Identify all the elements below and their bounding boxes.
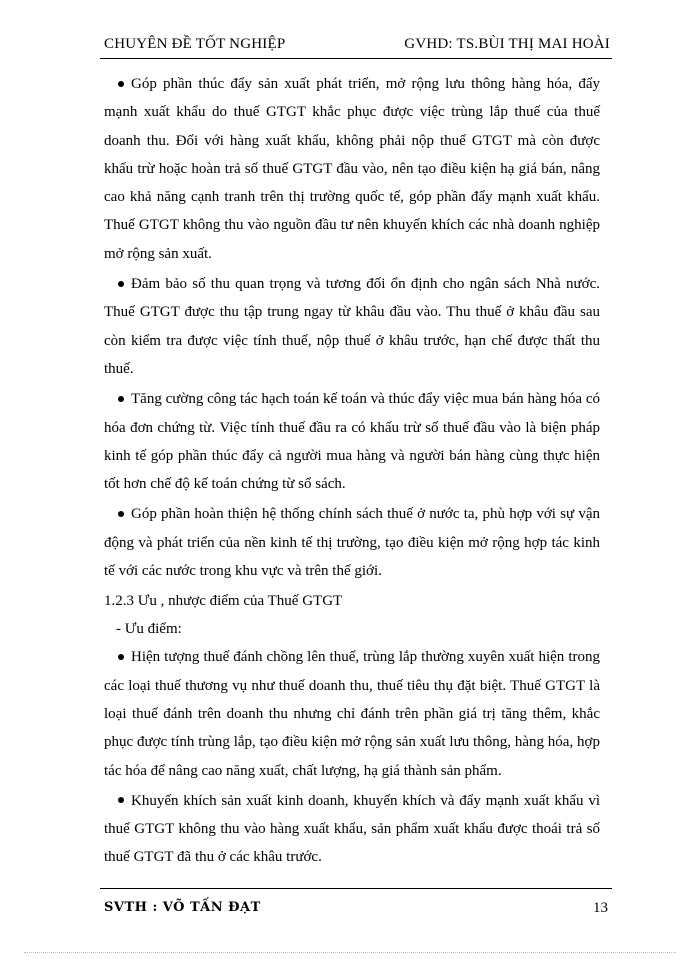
page-body (104, 70, 600, 874)
paragraph-6: Khuyến khích sản xuất kinh doanh, khuyến khích và đẩy mạnh xuất khẩu vì thuế GTGT không thu vào hàng xuất khẩu, sản phẩm xuất khẩu được thoái trả số thuế GTGT đã thu ở các khâu trước. (104, 792, 600, 866)
bullet-icon (118, 81, 124, 87)
page-bottom-edge (24, 952, 676, 953)
header-divider (100, 58, 612, 59)
bullet-icon (118, 654, 124, 660)
paragraph-1: Góp phần thúc đẩy sản xuất phát triển, mở rộng lưu thông hàng hóa, đẩy mạnh xuất khẩu do thuế GTGT khắc phục được việc trùng lắp thuế của thuế doanh thu. Đối với hàng xuất khẩu, không phải nộp thuế GTGT mà còn được khấu trừ hoặc hoàn trả số thuế GTGT đầu vào, nên tạo điều kiện hạ giá bán, nâng cao khả năng cạnh tranh trên thị trường quốc tế, góp phần đẩy mạnh xuất khẩu. Thuế GTGT không thu vào nguồn đầu tư nên khuyến khích các nhà doanh nghiệp mở rộng sản xuất. (104, 76, 600, 262)
paragraph-3: Tăng cường công tác hạch toán kế toán và thúc đẩy việc mua bán hàng hóa có hóa đơn chứng từ. Việc tính thuế đầu ra có khấu trừ số thuế đầu vào là biện pháp kinh tế góp phần thúc đẩy cả người mua hàng và người bán hàng cùng thực hiện tốt hơn chế độ kế toán chứng từ sổ sách. (104, 391, 600, 493)
header-title: CHUYÊN ĐỀ TỐT NGHIỆP (104, 36, 286, 52)
bullet-icon (118, 797, 124, 803)
footer-author: SVTH : VÕ TẤN ĐẠT (104, 900, 261, 915)
footer-divider (100, 888, 612, 889)
bullet-icon (118, 511, 124, 517)
section-heading: 1.2.3 Ưu , nhược điểm của Thuế GTGT (104, 593, 343, 610)
subheading: - Ưu điểm: (116, 621, 182, 638)
header-advisor: GVHD: TS.BÙI THỊ MAI HOÀI (404, 36, 610, 52)
page-number: 13 (593, 900, 608, 916)
paragraph-4: Góp phần hoàn thiện hệ thống chính sách thuế ở nước ta, phù hợp với sự vận động và phát triển của nền kinh tế thị trường, tạo điều kiện mở rộng hợp tác kinh tế với các nước trong khu vực và trên thế giới. (104, 506, 600, 580)
paragraph-2: Đảm bảo số thu quan trọng và tương đối ổn định cho ngân sách Nhà nước. Thuế GTGT được thu tập trung ngay từ khâu đầu vào. Thu thuế ở khâu đầu sau còn kiểm tra được việc tính thuế, nộp thuế ở khâu trước, hạn chế được thất thu thuế. (104, 276, 600, 377)
bullet-icon (118, 281, 124, 287)
paragraph-5: Hiện tượng thuế đánh chồng lên thuế, trùng lắp thường xuyên xuất hiện trong các loại thuế thương vụ như thuế doanh thu, thuế tiêu thụ đặt biệt. Thuế GTGT là loại thuế đánh trên doanh thu nhưng chỉ đánh trên phần giá trị tăng thêm, khắc phục được tính trùng lắp, tạo điều kiện mở rộng sản xuất lưu thông, hàng hóa, hợp tác hóa để nâng cao năng xuất, chất lượng, hạ giá thành sản phẩm. (104, 649, 600, 779)
bullet-icon (118, 396, 124, 402)
page-header (104, 36, 610, 60)
